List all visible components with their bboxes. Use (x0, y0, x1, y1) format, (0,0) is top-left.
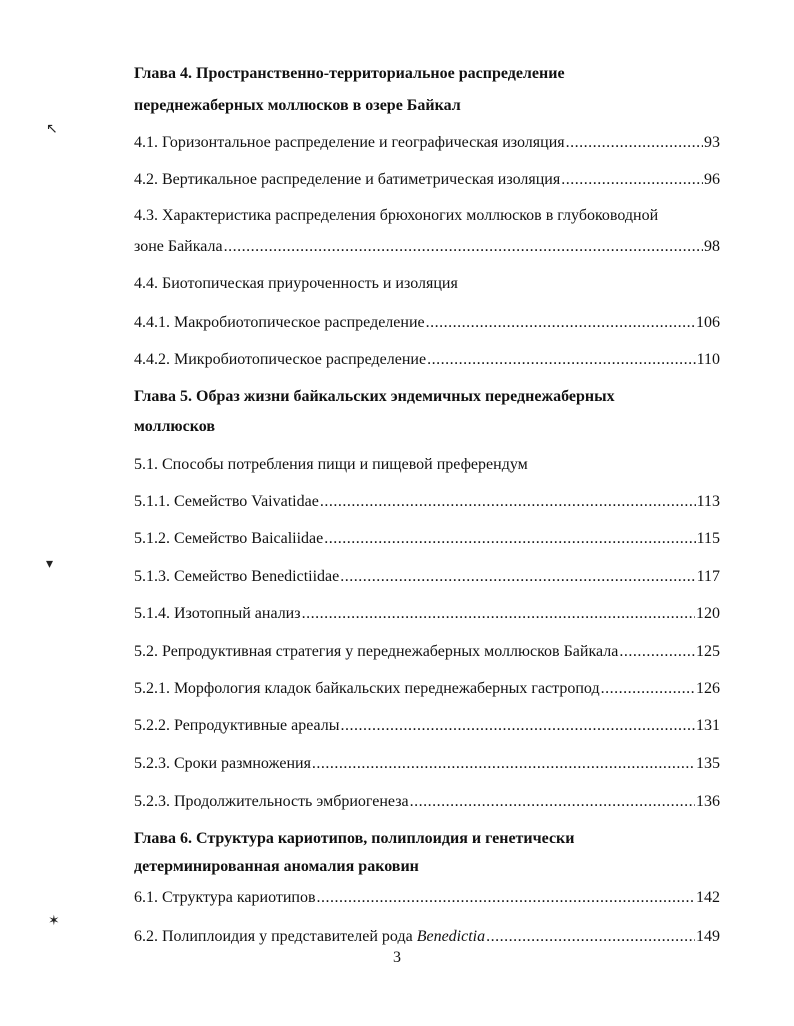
chapter-4-title-line1: Глава 4. Пространственно-территориальное распределение (134, 65, 565, 82)
toc-entry (134, 567, 720, 587)
genus-name: Benedictia (416, 928, 486, 945)
toc-entry-text: 5.1.2. Семейство Baicaliidae (134, 530, 324, 547)
toc-entry-text: 4.4.2. Микробиотопическое распределение (134, 351, 427, 368)
scan-speck: ✶ (48, 913, 60, 929)
toc-entry-text: 5.2.2. Репродуктивные ареалы (134, 717, 340, 734)
toc-entry (134, 237, 720, 257)
toc-entry-page: 115 (696, 530, 720, 547)
chapter-6-title-line2: детерминированная аномалия раковин (134, 858, 419, 875)
toc-leader (320, 492, 696, 512)
toc-entry-text: 6.2. Полиплоидия у представителей рода Benedictia (134, 928, 486, 945)
toc-leader (317, 888, 695, 908)
toc-entry (134, 716, 720, 736)
toc-entry (134, 455, 720, 475)
toc-entry-page: 113 (696, 493, 720, 510)
scan-speck: ↖ (46, 121, 58, 137)
toc-entry-page: 136 (696, 793, 720, 810)
toc-entry (134, 754, 720, 774)
page-number: 3 (393, 949, 401, 966)
toc-leader (561, 170, 703, 190)
toc-entry-page: 98 (704, 238, 720, 255)
toc-entry-text: 4.4.1. Макробиотопическое распределение (134, 314, 425, 331)
toc-entry (134, 604, 720, 624)
chapter-5-title-line2: моллюсков (134, 418, 216, 435)
toc-entry (134, 792, 720, 812)
toc-leader (601, 679, 695, 699)
toc-entry-page: 96 (704, 171, 720, 188)
toc-entry-text: 4.4. Биотопическая приуроченность и изоляция (134, 275, 458, 292)
toc-entry-text: 5.1. Способы потребления пищи и пищевой преферендум (134, 456, 528, 473)
toc-entry (134, 492, 720, 512)
chapter-4-title-line2: переднежаберных моллюсков в озере Байкал (134, 97, 461, 114)
toc-entry-page: 117 (696, 568, 720, 585)
toc-entry (134, 133, 720, 153)
toc-entry-page: 149 (696, 928, 720, 945)
toc-leader (340, 567, 695, 587)
toc-leader (312, 754, 695, 774)
toc-leader (427, 350, 696, 370)
toc-entry-text: 5.1.4. Изотопный анализ (134, 605, 301, 622)
toc-entry-text: 5.1.3. Семейство Benedictiidae (134, 568, 340, 585)
toc-entry (134, 642, 720, 662)
toc-entry-page: 110 (696, 351, 720, 368)
toc-entry-text: 5.2.1. Морфология кладок байкальских переднежаберных гастропод (134, 680, 600, 697)
scan-speck: ▾ (46, 556, 54, 572)
toc-leader (566, 133, 703, 153)
toc-entry-text: 4.3. Характеристика распределения брюхоногих моллюсков в глубоководной (134, 207, 659, 224)
toc-entry-page: 125 (696, 643, 720, 660)
toc-entry-text: 5.2.3. Продолжительность эмбриогенеза (134, 793, 409, 810)
toc-leader (486, 927, 695, 947)
toc-leader (410, 792, 695, 812)
toc-leader (341, 716, 696, 736)
toc-entry (134, 679, 720, 699)
toc-entry-page: 135 (696, 755, 720, 772)
toc-entry (134, 170, 720, 190)
toc-entry-text: 5.1.1. Семейство Vaivatidae (134, 493, 319, 510)
toc-entry-page: 93 (704, 134, 720, 151)
toc-entry-page: 126 (696, 680, 720, 697)
toc-entry (134, 206, 720, 226)
toc-entry-text: 5.2.3. Сроки размножения (134, 755, 311, 772)
toc-entry-page: 131 (696, 717, 720, 734)
toc-entry (134, 529, 720, 549)
chapter-5-title-line1: Глава 5. Образ жизни байкальских эндемичных переднежаберных (134, 388, 615, 405)
toc-entry-page: 142 (696, 889, 720, 906)
toc-entry (134, 927, 720, 947)
toc-entry-text: 4.2. Вертикальное распределение и батиметрическая изоляция (134, 171, 561, 188)
toc-leader (619, 642, 695, 662)
toc-entry-text: 4.1. Горизонтальное распределение и географическая изоляция (134, 134, 565, 151)
toc-leader (426, 313, 695, 333)
toc-entry (134, 888, 720, 908)
toc-entry (134, 350, 720, 370)
chapter-6-title-line1: Глава 6. Структура кариотипов, полиплоидия и генетически (134, 830, 575, 847)
toc-leader (324, 529, 695, 549)
toc-entry-page: 106 (696, 314, 720, 331)
toc-entry (134, 274, 720, 294)
toc-entry-text: 6.1. Структура кариотипов (134, 889, 316, 906)
toc-leader (224, 237, 703, 257)
toc-entry-text: 5.2. Репродуктивная стратегия у переднежаберных моллюсков Байкала (134, 643, 619, 660)
toc-entry-page: 120 (696, 605, 720, 622)
toc-entry (134, 313, 720, 333)
toc-entry-text: зоне Байкала (134, 238, 223, 255)
toc-leader (302, 604, 695, 624)
